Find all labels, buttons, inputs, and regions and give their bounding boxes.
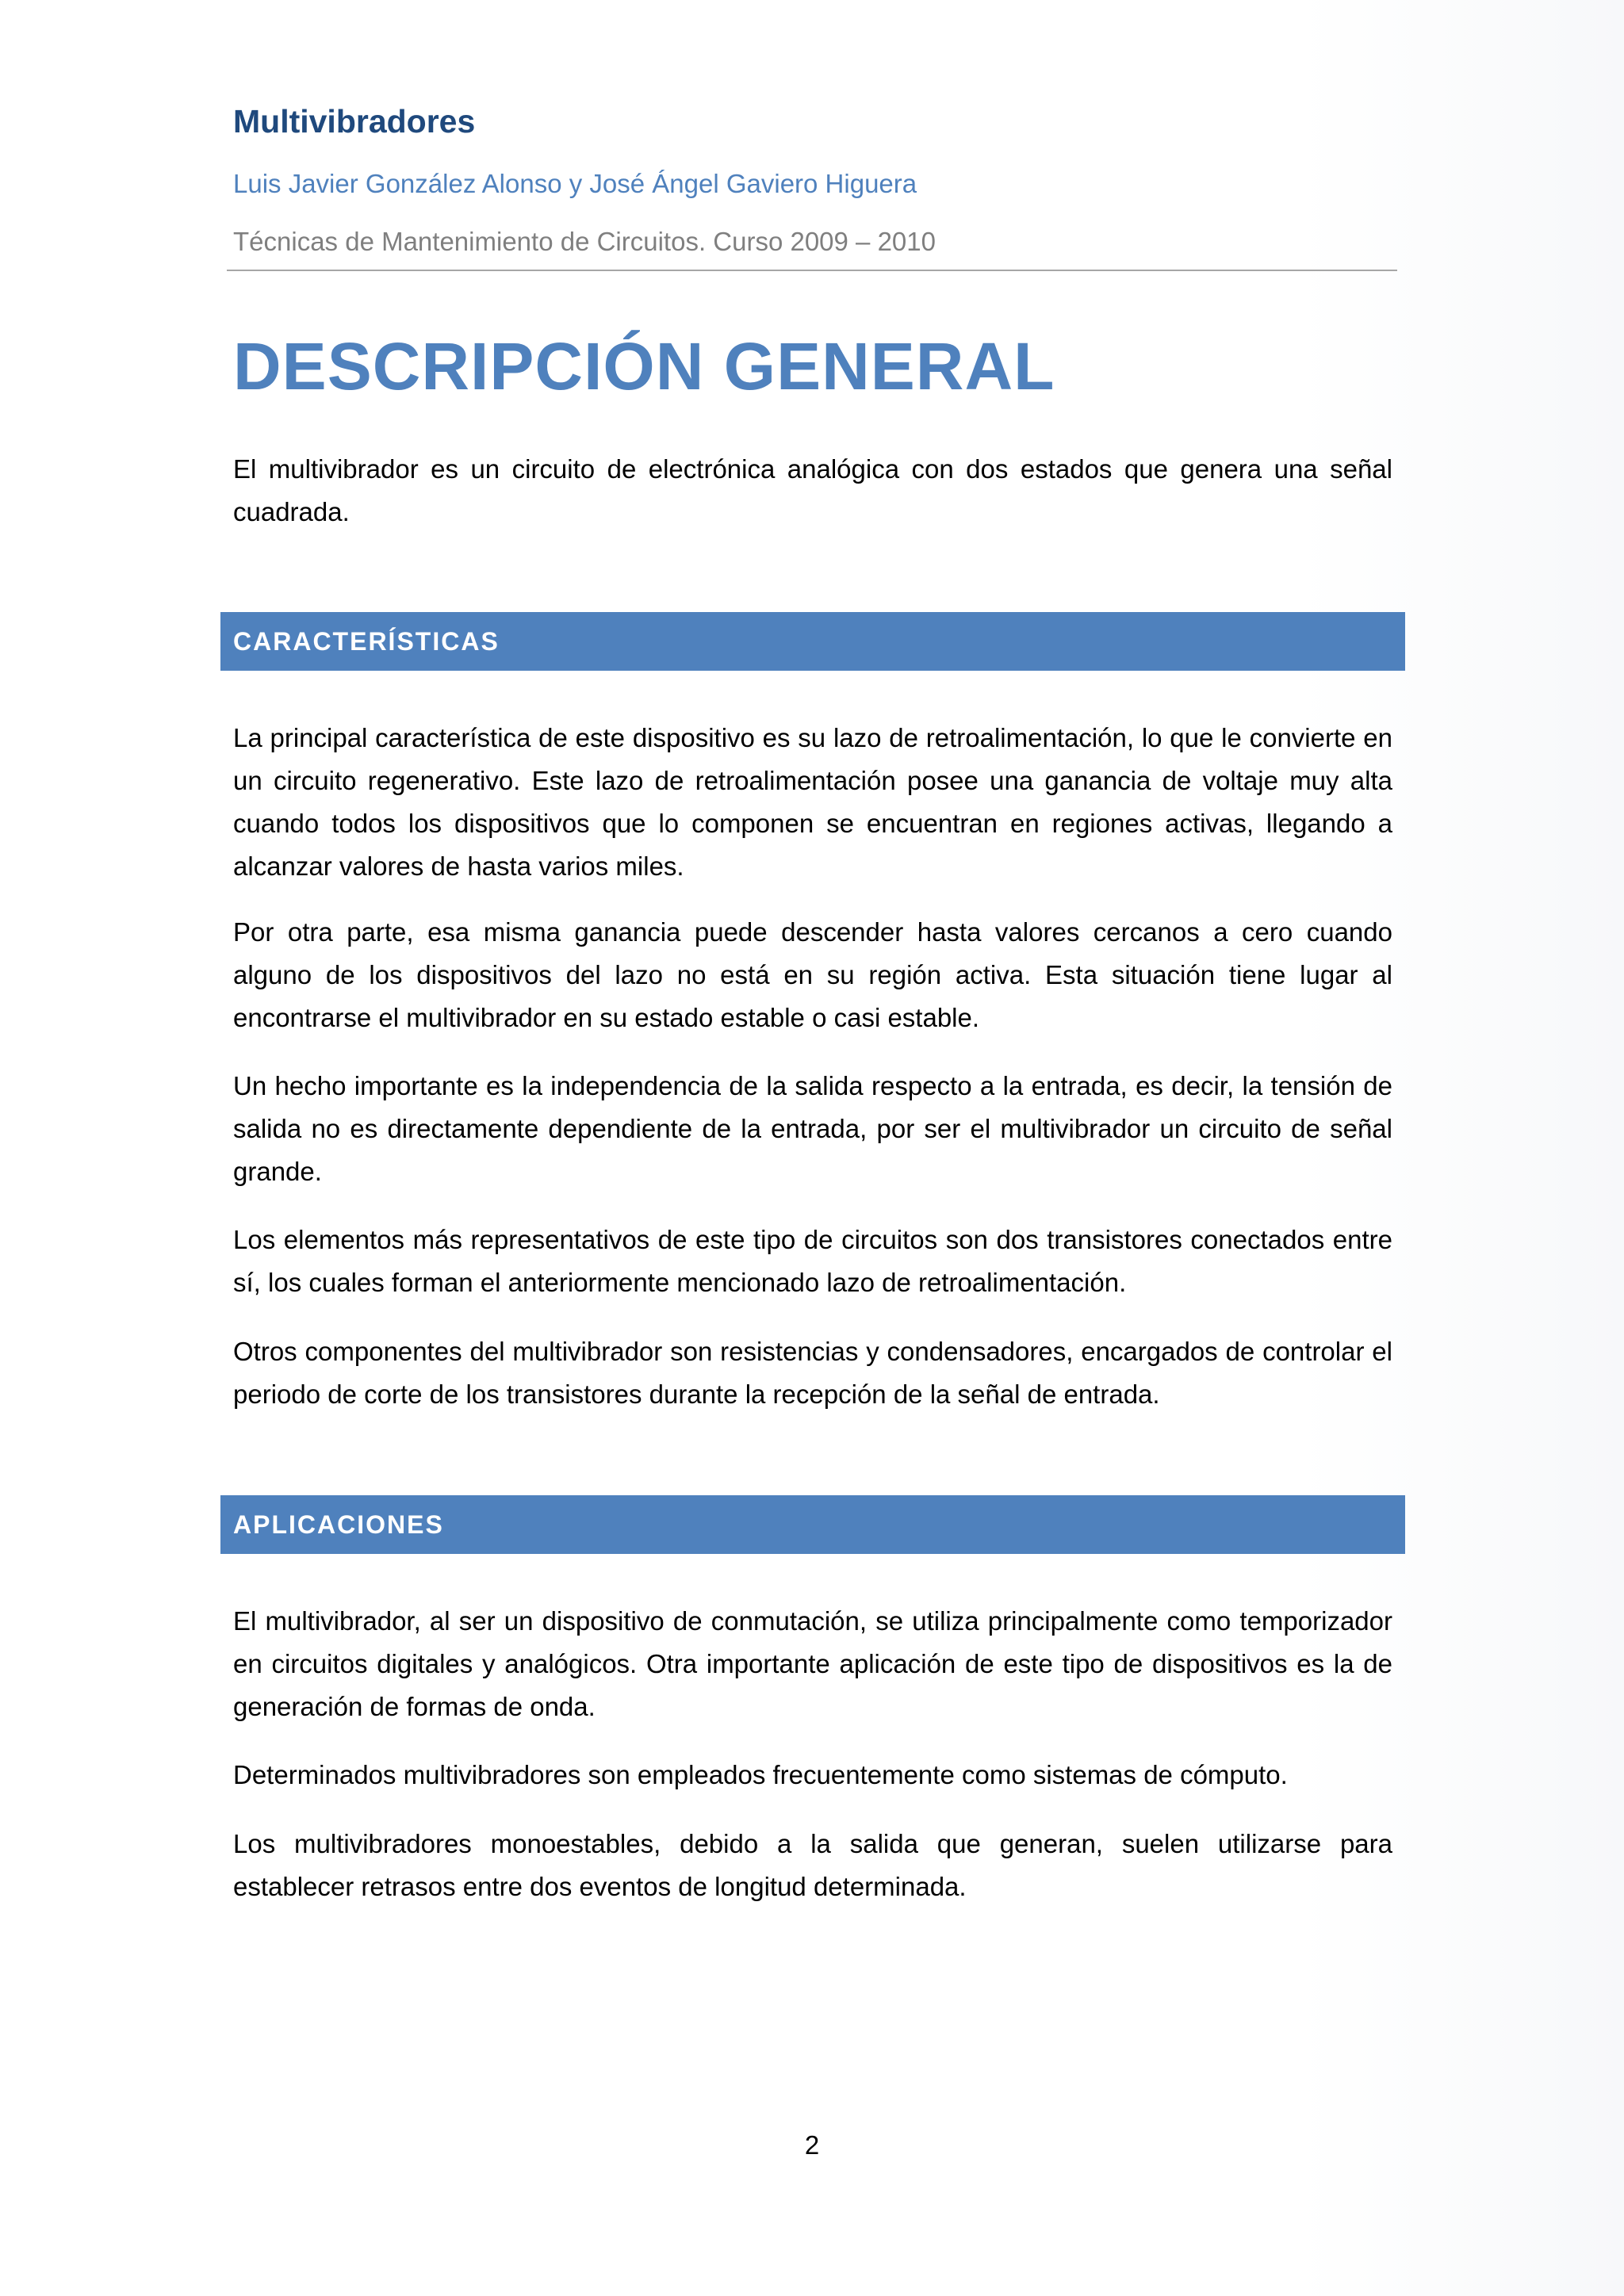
paragraph: Los elementos más representativos de este tipo de circuitos son dos transistores conectados entre sí, los cuales forman el anteriormente mencionado lazo de retroalimentación. (233, 1225, 1392, 1297)
section-bar-caracteristicas: CARACTERÍSTICAS (220, 612, 1405, 671)
intro-paragraph: El multivibrador es un circuito de electrónica analógica con dos estados que genera una señal cuadrada. (233, 454, 1392, 526)
header-divider (227, 270, 1397, 271)
document-title: Multivibradores (233, 103, 476, 140)
section-bar-aplicaciones: APLICACIONES (220, 1495, 1405, 1554)
document-authors: Luis Javier González Alonso y José Ángel Gaviero Higuera (233, 169, 917, 198)
section-heading-general: DESCRIPCIÓN GENERAL (233, 329, 1055, 404)
paragraph: El multivibrador, al ser un dispositivo de conmutación, se utiliza principalmente como temporizador en circuitos digitales y analógicos. Otra importante aplicación de este tipo de dispositivos es la de generación de formas de onda. (233, 1606, 1392, 1721)
document-course: Técnicas de Mantenimiento de Circuitos. Curso 2009 – 2010 (233, 227, 936, 256)
paragraph: Un hecho importante es la independencia de la salida respecto a la entrada, es decir, la tensión de salida no es directamente dependiente de la entrada, por ser el multivibrador un circuito de señal grande. (233, 1071, 1392, 1186)
paragraph: Determinados multivibradores son empleados frecuentemente como sistemas de cómputo. (233, 1760, 1288, 1789)
paragraph: Por otra parte, esa misma ganancia puede descender hasta valores cercanos a cero cuando alguno de los dispositivos del lazo no está en su región activa. Esta situación tiene lugar al encontrarse el multivibrador en su estado estable o casi estable. (233, 917, 1392, 1032)
page-number: 2 (804, 2130, 820, 2160)
paragraph: La principal característica de este dispositivo es su lazo de retroalimentación, lo que le convierte en un circuito regenerativo. Este lazo de retroalimentación posee una ganancia de voltaje muy alta cuando todos los dispositivos que lo componen se encuentran en regiones activas, llegando a alcanzar valores de hasta varios miles. (233, 723, 1392, 881)
paragraph: Los multivibradores monoestables, debido a la salida que generan, suelen utilizarse para establecer retrasos entre dos eventos de longitud determinada. (233, 1829, 1392, 1901)
paragraph: Otros componentes del multivibrador son resistencias y condensadores, encargados de controlar el periodo de corte de los transistores durante la recepción de la señal de entrada. (233, 1337, 1392, 1409)
document-header (233, 89, 1394, 270)
